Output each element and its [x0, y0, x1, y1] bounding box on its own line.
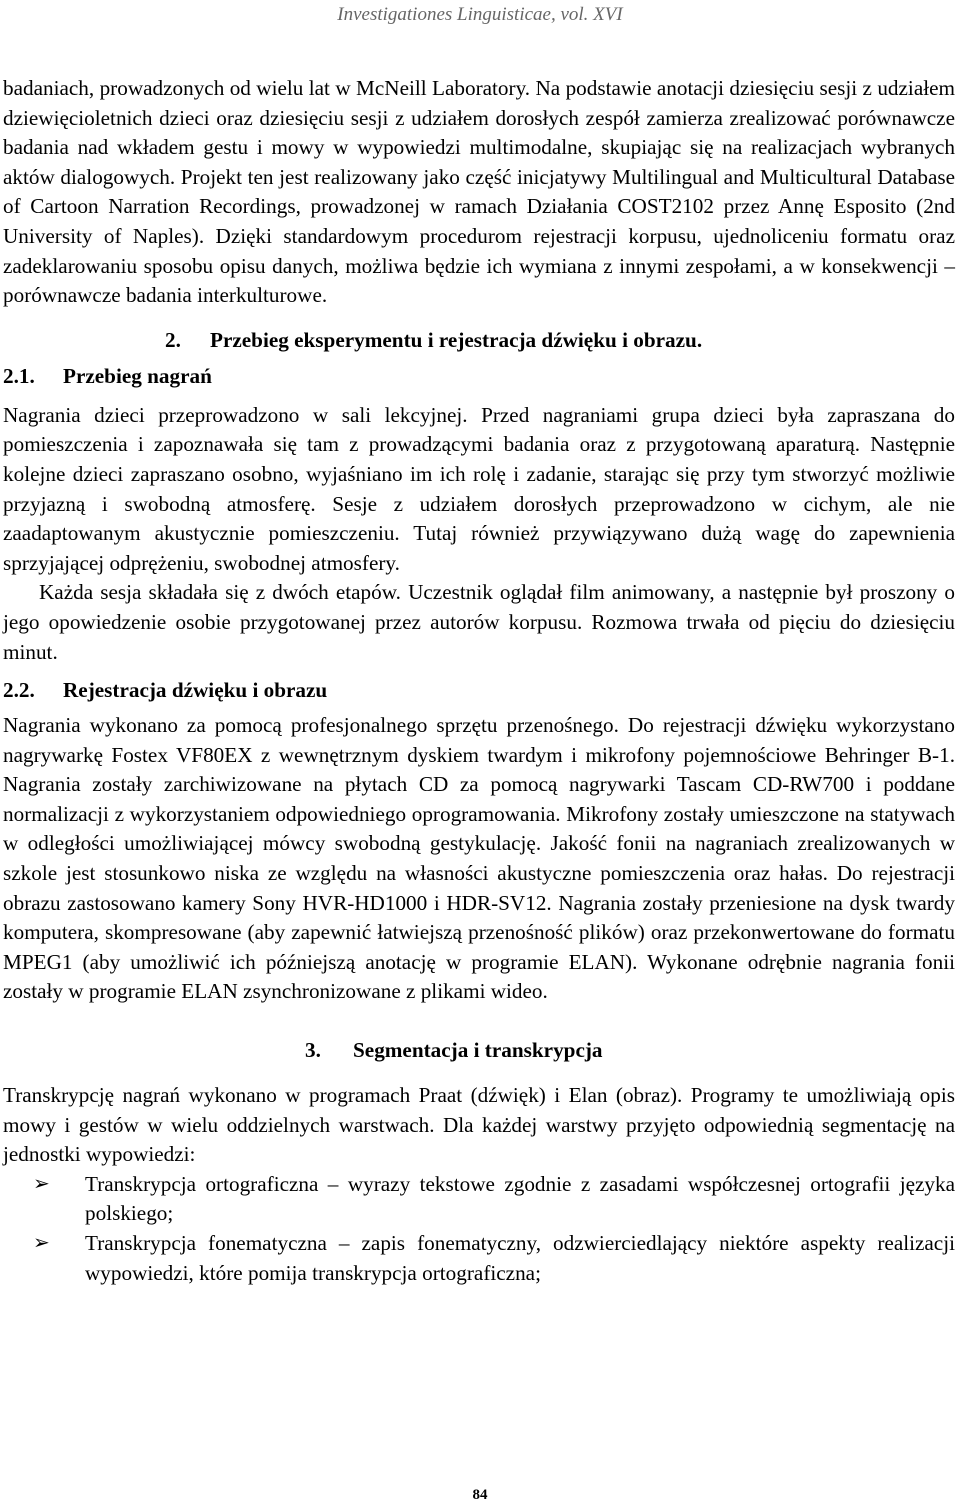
- section-heading-3: [3, 1035, 955, 1065]
- list-item-text: Transkrypcja fonematyczna – zapis fonematyczny, odzwierciedlający niektóre aspekty realizacji wypowiedzi, które pomija transkrypcja ortograficzna;: [85, 1231, 955, 1285]
- subsection-number: 2.2.: [3, 678, 35, 703]
- paragraph-sessions: Każda sesja składała się z dwóch etapów. Uczestnik oglądał film animowany, a następnie był proszony o jego opowiedzenie osobie przygotowanej przez autorów korpusu. Rozmowa trwała od pięciu do dziesięciu minut.: [3, 580, 955, 664]
- arrow-bullet-icon: ➢: [33, 1172, 50, 1195]
- paragraph-transcription: Transkrypcję nagrań wykonano w programach Praat (dźwięk) i Elan (obraz). Programy te umożliwiają opis mowy i gestów w wielu oddzielnych warstwach. Dla każdej warstwy przyjęto odpowiednią segmentację na jednostki wypowiedzi:: [3, 1083, 955, 1167]
- list-item-text: Transkrypcja ortograficzna – wyrazy tekstowe zgodnie z zasadami współczesnej ortografii języka polskiego;: [85, 1171, 955, 1226]
- arrow-bullet-icon: ➢: [33, 1232, 50, 1254]
- subsection-title: Rejestracja dźwięku i obrazu: [63, 678, 328, 703]
- section-title: Przebieg eksperymentu i rejestracja dźwięku i obrazu.: [210, 327, 703, 352]
- subsection-number: 2.1.: [3, 363, 35, 388]
- subsection-title: Przebieg nagrań: [63, 363, 212, 388]
- running-header: Investigationes Linguisticae, vol. XVI: [337, 4, 623, 25]
- section-number: 2.: [165, 327, 181, 352]
- list-item: [3, 1170, 955, 1229]
- paragraph-recordings: Nagrania dzieci przeprowadzono w sali lekcyjnej. Przed nagraniami grupa dzieci była zapraszana do pomieszczenia i zapoznawała się tam z prowadzącymi badania oraz z przygotowaną aparaturą. Następnie kolejne dzieci zapraszano osobno, wyjaśniano im ich rolę i zadanie, starając się przy tym stworzyć możliwie przyjazną i swobodną atmosferę. Sesje z udziałem dorosłych przeprowadzono w cichym, ale nie zaadaptowanym akustycznie pomieszczeniu. Tutaj również przywiązywano dużą wagę do zapewnienia sprzyjającej odprężeniu, swobodnej atmosfery.: [3, 402, 955, 575]
- paragraph-equipment: Nagrania wykonano za pomocą profesjonalnego sprzętu przenośnego. Do rejestracji dźwięku wykorzystano nagrywarkę Fostex VF80EX z wewnętrznym dyskiem twardym i mikrofony pojemnościowe Behringer B-1. Nagrania zostały zarchiwizowane na płytach CD za pomocą nagrywarki Tascam CD-RW700 i poddane normalizacji z wykorzystaniem odpowiedniego oprogramowania. Mikrofony zostały umieszczone na statywach w odległości umożliwiającej mówcy swobodną gestykulację. Jakość fonii na nagraniach zrealizowanych w szkole jest stosunkowo niska ze względu na własności akustyczne pomieszczenia oraz hałas. Do rejestracji obrazu zastosowano kamery Sony HVR-HD1000 i HDR-SV12. Nagrania zostały przeniesione na dysk twardy komputera, skompresowane (aby zapewnić łatwiejszą przenośność plików) oraz przekonwertowane do formatu MPEG1 (aby umożliwić ich późniejszą anotację w programie ELAN). Wykonane odrębnie nagrania fonii zostały w programie ELAN zsynchronizowane z plikami wideo.: [3, 713, 955, 1004]
- section-number: 3.: [305, 1038, 321, 1063]
- section-title: Segmentacja i transkrypcja: [353, 1038, 603, 1063]
- page-body: [3, 74, 955, 1288]
- page-number: 84: [472, 1487, 488, 1503]
- bullet-list: [3, 1170, 955, 1288]
- section-heading-2: [3, 325, 955, 355]
- paragraph-intro: badaniach, prowadzonych od wielu lat w McNeill Laboratory. Na podstawie anotacji dziesięciu sesji z udziałem dziewięcioletnich dzieci oraz dziesięciu sesji z udziałem dorosłych zespół zamierza zrealizować porównawcze badania nad wkładem gestu i mowy w wypowiedzi multimodalne, skupiając się na realizacjach wybranych aktów dialogowych. Projekt ten jest realizowany jako część inicjatywy Multilingual and Multicultural Database of Cartoon Narration Recordings, prowadzonej w ramach Działania COST2102 przez Annę Esposito (2nd University of Naples). Dzięki standardowym procedurom rejestracji korpusu, ujednoliceniu formatu oraz zadeklarowaniu sposobu opisu danych, możliwa będzie ich wymiana z innymi zespołami, a w konsekwencji – porównawcze badania interkulturowe.: [3, 76, 955, 308]
- subsection-heading-2-1: [3, 361, 955, 391]
- subsection-heading-2-2: [3, 675, 955, 705]
- list-item: [3, 1229, 955, 1288]
